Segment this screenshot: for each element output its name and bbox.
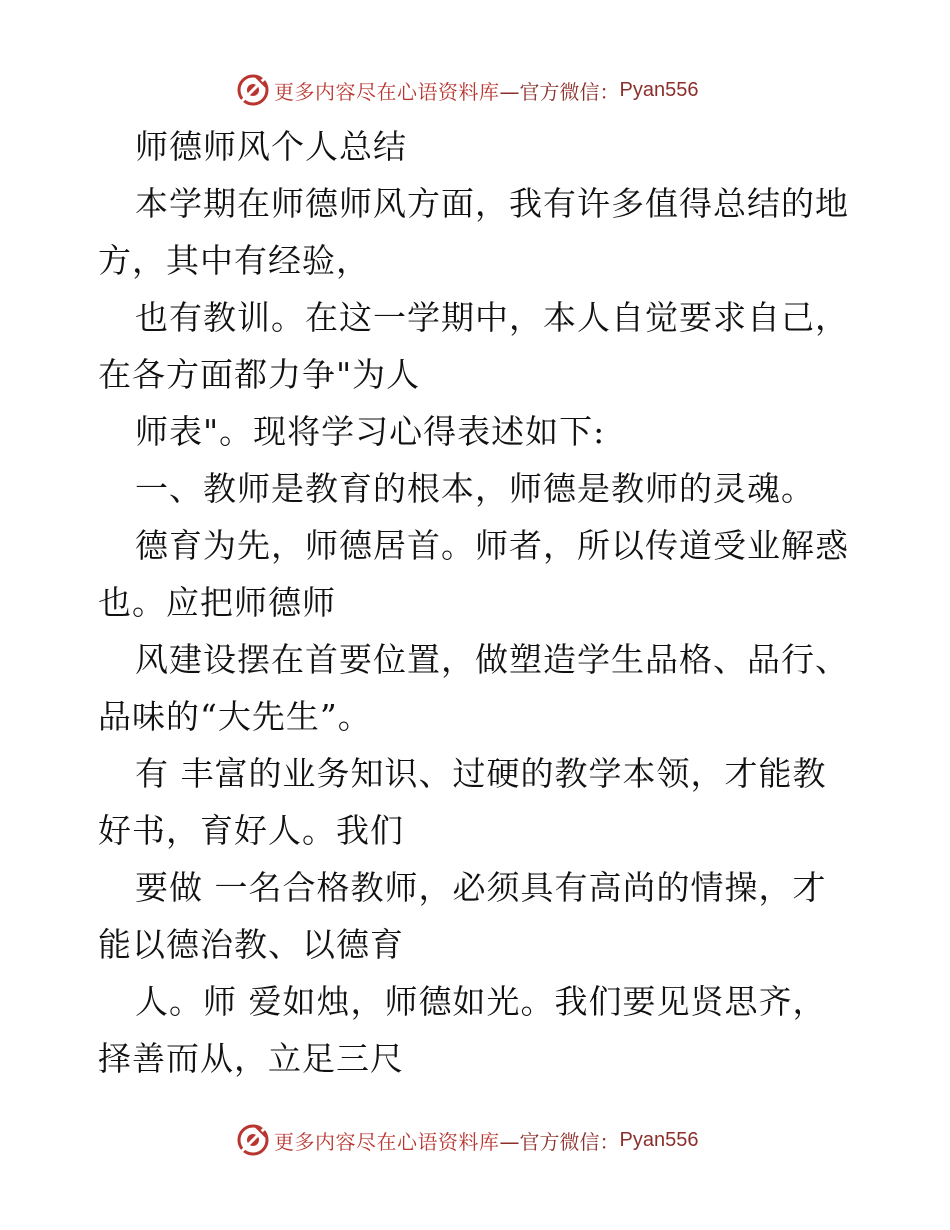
brand-logo-icon — [236, 73, 270, 107]
banner-title: 更多内容尽在心语资料库 — [274, 79, 500, 104]
banner-wechat-id: Pyan556 — [619, 1128, 699, 1151]
text-line: 师表"。现将学习心得表述如下: — [135, 412, 606, 451]
text-line: 品味的“大先生”。 — [98, 697, 372, 736]
text-line: 方，其中有经验， — [98, 241, 370, 280]
document-body — [98, 118, 868, 1087]
text-line: 也有教训。在这一学期中，本人自觉要求自己， — [135, 298, 849, 337]
text-line: 有 丰富的业务知识、过硬的教学本领，才能教 — [135, 754, 827, 793]
text-line: 也。应把师德师 — [98, 583, 336, 622]
text-line: 能以德治教、以德育 — [98, 925, 404, 964]
text-line: 风建设摆在首要位置，做塑造学生品格、品行、 — [135, 640, 849, 679]
banner-wechat-label: —官方微信： — [499, 79, 620, 104]
header-banner — [236, 72, 698, 108]
brand-logo-icon — [236, 1123, 270, 1157]
text-line: 择善而从，立足三尺 — [98, 1039, 404, 1078]
text-line: 德育为先，师德居首。师者，所以传道受业解惑 — [135, 526, 849, 565]
text-line: 在各方面都力争"为人 — [98, 355, 421, 394]
banner-wechat-label: —官方微信： — [499, 1129, 620, 1154]
banner-title: 更多内容尽在心语资料库 — [274, 1129, 500, 1154]
text-line: 一、教师是教育的根本，师德是教师的灵魂。 — [135, 469, 815, 508]
document-title: 师德师风个人总结 — [135, 127, 407, 166]
banner-wechat-id: Pyan556 — [619, 78, 699, 101]
text-line: 要做 一名合格教师，必须具有高尚的情操，才 — [135, 868, 827, 907]
text-line: 人。师 爱如烛，师德如光。我们要见贤思齐， — [135, 982, 827, 1021]
text-line: 本学期在师德师风方面，我有许多值得总结的地 — [135, 184, 849, 223]
footer-banner — [236, 1122, 698, 1158]
text-line: 好书，育好人。我们 — [98, 811, 404, 850]
